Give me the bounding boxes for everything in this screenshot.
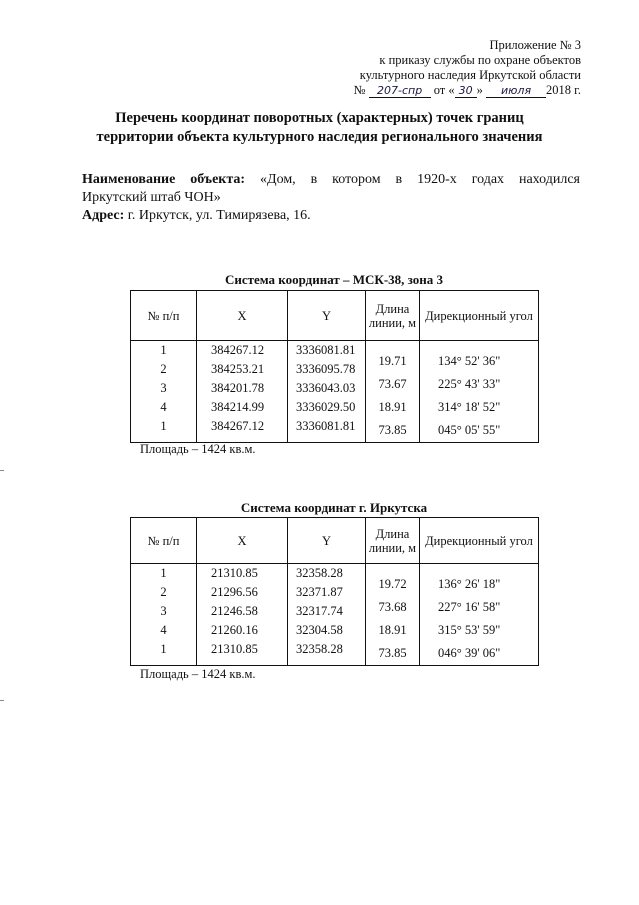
table2-angle-col bbox=[420, 564, 539, 666]
table-cell: 134° 52' 36" bbox=[438, 354, 501, 368]
object-name-line-1 bbox=[82, 171, 580, 189]
title-line-1: Перечень координат поворотных (характерных) точек границ bbox=[115, 110, 524, 126]
table-cell: 18.91 bbox=[378, 623, 407, 637]
table1-y-col bbox=[288, 341, 366, 443]
table-cell: 32371.87 bbox=[296, 585, 343, 599]
table-cell: 384214.99 bbox=[211, 400, 265, 414]
appendix-authority: культурного наследия Иркутской области bbox=[359, 68, 581, 82]
table-cell: 227° 16' 58" bbox=[438, 600, 501, 614]
table-cell: 3336043.03 bbox=[296, 381, 356, 395]
table1-header-row bbox=[131, 291, 539, 341]
header-num: № п/п bbox=[131, 518, 197, 564]
scan-mark bbox=[0, 700, 4, 701]
table-cell: 315° 53' 59" bbox=[438, 623, 501, 637]
table-cell: 18.91 bbox=[378, 400, 407, 414]
document-title bbox=[40, 109, 599, 147]
table-cell: 4 bbox=[160, 623, 167, 637]
appendix-order-ref: к приказу службы по охране объектов bbox=[379, 53, 581, 67]
table1-x-col bbox=[197, 341, 288, 443]
header-num: № п/п bbox=[131, 291, 197, 341]
table-cell: 3 bbox=[160, 604, 167, 618]
table2-coordinates bbox=[130, 517, 539, 666]
table-cell: 1 bbox=[160, 566, 167, 580]
table-cell: 3336081.81 bbox=[296, 343, 356, 357]
object-info bbox=[82, 171, 580, 225]
table1-num-col bbox=[131, 341, 197, 443]
table-cell: 32317.74 bbox=[296, 604, 343, 618]
table-cell: 2 bbox=[160, 362, 167, 376]
table-cell: 21310.85 bbox=[211, 566, 258, 580]
table-cell: 136° 26' 18" bbox=[438, 577, 501, 591]
table-cell: 4 bbox=[160, 400, 167, 414]
table-cell: 384201.78 bbox=[211, 381, 265, 395]
table2-header-row bbox=[131, 518, 539, 564]
order-number-handwritten: 207-спр bbox=[369, 84, 431, 98]
table2-x-col bbox=[197, 564, 288, 666]
title-line-2: территории объекта культурного наследия регионального значения bbox=[96, 129, 543, 145]
number-sign: № bbox=[353, 83, 366, 97]
address-label: Адрес: bbox=[82, 208, 125, 223]
table-cell: 32304.58 bbox=[296, 623, 343, 637]
order-number-line bbox=[354, 83, 581, 98]
object-name-line-2: Иркутский штаб ЧОН» bbox=[82, 190, 221, 205]
table-cell: 384267.12 bbox=[211, 343, 265, 357]
appendix-header bbox=[354, 38, 581, 98]
table-cell: 3336081.81 bbox=[296, 419, 356, 433]
header-length: Длина линии, м bbox=[366, 518, 420, 564]
from-word: от « bbox=[433, 83, 455, 97]
table-cell: 73.85 bbox=[378, 646, 407, 660]
table1-area: Площадь – 1424 кв.м. bbox=[140, 442, 256, 456]
table-cell: 384267.12 bbox=[211, 419, 265, 433]
order-year: 2018 г. bbox=[546, 83, 581, 97]
table-cell: 21296.56 bbox=[211, 585, 258, 599]
table2-length-col bbox=[366, 564, 420, 666]
scan-mark bbox=[0, 470, 4, 471]
header-y: Y bbox=[288, 291, 366, 341]
object-address bbox=[82, 207, 580, 225]
appendix-number: Приложение № 3 bbox=[489, 38, 581, 52]
table-cell: 3336095.78 bbox=[296, 362, 356, 376]
table-cell: 3336029.50 bbox=[296, 400, 356, 414]
table-cell: 2 bbox=[160, 585, 167, 599]
table-cell: 21246.58 bbox=[211, 604, 258, 618]
table-cell: 32358.28 bbox=[296, 566, 343, 580]
table2-body bbox=[131, 564, 539, 666]
table-cell: 314° 18' 52" bbox=[438, 400, 501, 414]
table-cell: 1 bbox=[160, 642, 167, 656]
table-cell: 21260.16 bbox=[211, 623, 258, 637]
table-cell: 32358.28 bbox=[296, 642, 343, 656]
close-quote: » bbox=[476, 83, 483, 97]
table1-body bbox=[131, 341, 539, 443]
order-month-handwritten: июля bbox=[486, 84, 546, 98]
header-y: Y bbox=[288, 518, 366, 564]
object-name-part-1: «Дом, в котором в 1920-х годах находился bbox=[260, 172, 581, 187]
order-day-handwritten: 30 bbox=[455, 84, 477, 98]
header-x: X bbox=[197, 518, 288, 564]
table-cell: 21310.85 bbox=[211, 642, 258, 656]
table-cell: 19.71 bbox=[378, 354, 407, 368]
table-cell: 384253.21 bbox=[211, 362, 265, 376]
table1-coordinates bbox=[130, 290, 539, 443]
table-cell: 1 bbox=[160, 419, 167, 433]
table-cell: 73.68 bbox=[378, 600, 407, 614]
table2-y-col bbox=[288, 564, 366, 666]
table-cell: 73.85 bbox=[378, 423, 407, 437]
table-cell: 225° 43' 33" bbox=[438, 377, 501, 391]
table-cell: 73.67 bbox=[378, 377, 407, 391]
table1-length-col bbox=[366, 341, 420, 443]
header-length: Длина линии, м bbox=[366, 291, 420, 341]
header-x: X bbox=[197, 291, 288, 341]
table2-area: Площадь – 1424 кв.м. bbox=[140, 667, 256, 681]
header-angle: Дирекционный угол bbox=[420, 518, 539, 564]
address-value: г. Иркутск, ул. Тимирязева, 16. bbox=[127, 208, 311, 223]
header-angle: Дирекционный угол bbox=[420, 291, 539, 341]
table-cell: 045° 05' 55" bbox=[438, 423, 501, 437]
table1-angle-col bbox=[420, 341, 539, 443]
table-cell: 19.72 bbox=[378, 577, 407, 591]
table2-num-col bbox=[131, 564, 197, 666]
table2-caption: Система координат г. Иркутска bbox=[240, 500, 428, 515]
table-cell: 046° 39' 06" bbox=[438, 646, 501, 660]
table-cell: 3 bbox=[160, 381, 167, 395]
object-name-label: Наименование объекта: bbox=[82, 172, 246, 187]
table-cell: 1 bbox=[160, 343, 167, 357]
table1-caption: Система координат – МСК-38, зона 3 bbox=[224, 272, 444, 287]
